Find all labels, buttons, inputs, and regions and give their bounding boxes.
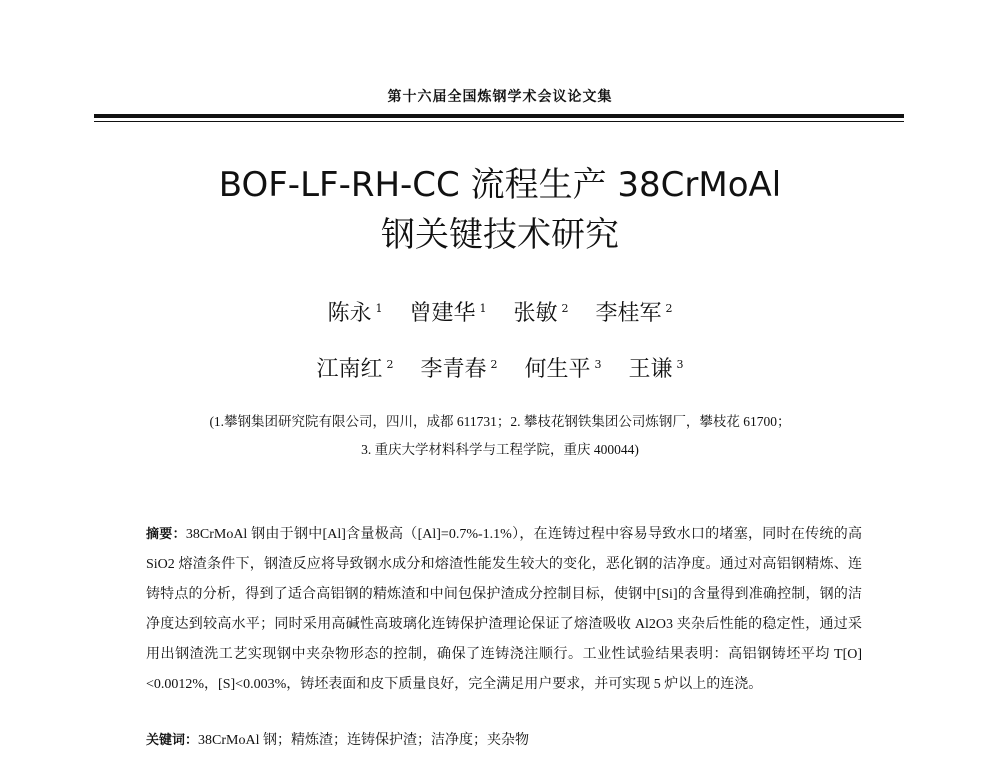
author-affil-mark: 2	[561, 301, 569, 315]
author-name: 李桂军	[595, 301, 662, 326]
author-affil-mark: 2	[386, 357, 394, 371]
author-row-1	[0, 296, 1000, 327]
author	[629, 352, 684, 383]
author	[316, 352, 393, 383]
author-affil-mark: 3	[594, 357, 602, 371]
author-name: 陈永	[327, 301, 372, 326]
header-rule-thick	[94, 114, 904, 118]
author-name: 王谦	[628, 357, 673, 382]
author-row-2	[0, 352, 1000, 383]
author-affil-mark: 2	[665, 301, 673, 315]
author	[327, 296, 382, 327]
abstract	[146, 520, 862, 700]
title-line-1: BOF-LF-RH-CC 流程生产 38CrMoAl	[218, 165, 782, 205]
author	[514, 296, 569, 327]
author-affil-mark: 3	[676, 357, 684, 371]
author-name: 何生平	[524, 357, 591, 382]
abstract-label: 摘要：	[146, 527, 186, 542]
author	[420, 352, 497, 383]
author-affil-mark: 1	[479, 301, 487, 315]
affiliation-line-2: 3. 重庆大学材料科学与工程学院，重庆 400044)	[361, 442, 639, 457]
author-name: 李青春	[420, 357, 487, 382]
keywords-label: 关键词：	[146, 733, 199, 748]
keywords-text: 38CrMoAl 钢；精炼渣；连铸保护渣；洁净度；夹杂物	[198, 733, 529, 748]
author	[525, 352, 602, 383]
title-line-2: 钢关键技术研究	[381, 215, 619, 255]
author	[596, 296, 673, 327]
affiliations	[0, 408, 1000, 464]
author-name: 张敏	[513, 301, 558, 326]
author	[409, 296, 486, 327]
author-name: 江南红	[316, 357, 383, 382]
author-name: 曾建华	[409, 301, 476, 326]
author-affil-mark: 2	[490, 357, 498, 371]
affiliation-line-1: (1.攀钢集团研究院有限公司，四川，成都 611731；2. 攀枝花钢铁集团公司炼钢厂，攀枝花 61700；	[209, 414, 791, 429]
author-affil-mark: 1	[375, 301, 383, 315]
running-header: 第十六届全国炼钢学术会议论文集	[387, 89, 613, 105]
abstract-text: 38CrMoAl 钢由于钢中[Al]含量极高（[Al]=0.7%-1.1%），在连铸过程中容易导致水口的堵塞，同时在传统的高 SiO2 熔渣条件下，钢渣反应将导致钢水成分和熔渣性能发生较大的变化，恶化钢的洁净度。通过对高铝钢精炼、连铸特点的分析，得到了适合高铝钢的精炼渣和中间包保护渣成分控制目标，使钢中[Si]的含量得到准确控制，钢的洁净度达到较高水平；同时采用高碱性高玻璃化连铸保护渣理论保证了熔渣吸收 Al2O3 夹杂后性能的稳定性，通过采用出钢渣洗工艺实现钢中夹杂物形态的控制，确保了连铸浇注顺行。工业性试验结果表明：高铝钢铸坯平均 T[O]<0.0012%，[S]<0.003%，铸坯表面和皮下质量良好，完全满足用户要求，并可实现 5 炉以上的连浇。	[146, 527, 862, 692]
keywords	[146, 730, 862, 752]
paper-title	[0, 160, 1000, 260]
header-rule-thin	[94, 121, 904, 122]
